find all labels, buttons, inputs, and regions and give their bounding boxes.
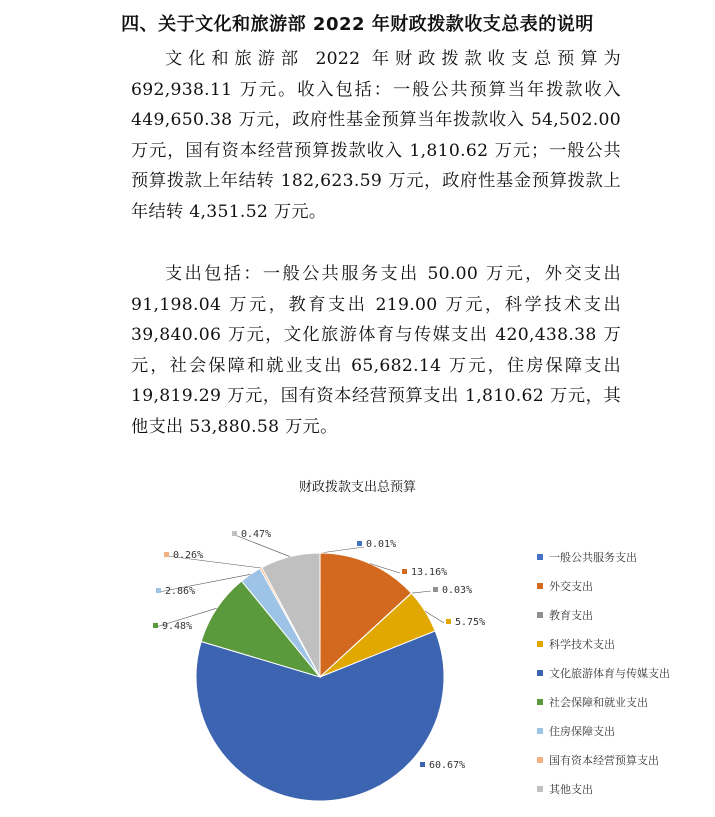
- data-label-marker-5: [420, 762, 425, 767]
- legend-swatch-9: [537, 786, 543, 792]
- legend-item-4: 科学技术支出: [549, 638, 615, 651]
- income-paragraph: 文化和旅游部 2022 年财政拨款收支总预算为 692,938.11 万元。收入包括：一般公共预算当年拨款收入 449,650.38 万元，政府性基金预算当年拨款收入 54,502.00 万元，国有资本经营预算拨款收入 1,810.62 万元；一般公共预算拨款上年结转 182,623.59 万元，政府性基金预算拨款上年结转 4,351.52 万元。: [131, 49, 621, 222]
- legend-swatch-7: [537, 728, 543, 734]
- data-label-marker-8: [164, 552, 169, 557]
- legend-item-5: 文化旅游体育与传媒支出: [549, 667, 670, 680]
- data-label-1: 0.01%: [366, 539, 397, 550]
- legend-swatch-4: [537, 641, 543, 647]
- leader-line-1: [320, 547, 364, 553]
- data-label-marker-2: [402, 569, 407, 574]
- expenditure-paragraph: 支出包括：一般公共服务支出 50.00 万元，外交支出 91,198.04 万元，教育支出 219.00 万元，科学技术支出 39,840.06 万元，文化旅游体育与传媒支出 420,438.38 万元，社会保障和就业支出 65,682.14 万元，住房保障支出 19,819.29 万元，国有资本经营预算支出 1,810.62 万元，其他支出 53,880.58 万元。: [131, 264, 621, 437]
- legend-item-6: 社会保障和就业支出: [549, 696, 648, 709]
- legend-swatch-8: [537, 757, 543, 763]
- data-label-marker-1: [357, 541, 362, 546]
- legend-item-9: 其他支出: [549, 783, 593, 796]
- legend-item-7: 住房保障支出: [549, 725, 615, 738]
- legend-item-1: 一般公共服务支出: [549, 551, 637, 564]
- chart-title: 财政拨款支出总预算: [298, 480, 416, 495]
- data-label-marker-3: [433, 587, 438, 592]
- data-label-6: 9.48%: [162, 621, 193, 632]
- data-label-marker-7: [156, 588, 161, 593]
- data-label-7: 2.86%: [165, 586, 196, 597]
- legend-item-3: 教育支出: [549, 609, 593, 622]
- data-label-3: 0.03%: [442, 585, 473, 596]
- leader-line-3: [411, 591, 431, 593]
- data-label-8: 0.26%: [173, 550, 204, 561]
- data-label-marker-9: [232, 531, 237, 536]
- legend-item-8: 国有资本经营预算支出: [549, 754, 659, 767]
- data-label-marker-4: [446, 619, 451, 624]
- legend-swatch-6: [537, 699, 543, 705]
- data-label-2: 13.16%: [411, 567, 448, 578]
- data-label-5: 60.67%: [429, 760, 466, 771]
- data-label-marker-6: [153, 623, 158, 628]
- data-label-9: 0.47%: [241, 529, 272, 540]
- data-label-4: 5.75%: [455, 617, 486, 628]
- legend-swatch-3: [537, 612, 543, 618]
- legend-swatch-2: [537, 583, 543, 589]
- legend-swatch-5: [537, 670, 543, 676]
- section-heading: 四、关于文化和旅游部 2022 年财政拨款收支总表的说明: [121, 14, 594, 35]
- legend-swatch-1: [537, 554, 543, 560]
- legend-item-2: 外交支出: [549, 580, 593, 593]
